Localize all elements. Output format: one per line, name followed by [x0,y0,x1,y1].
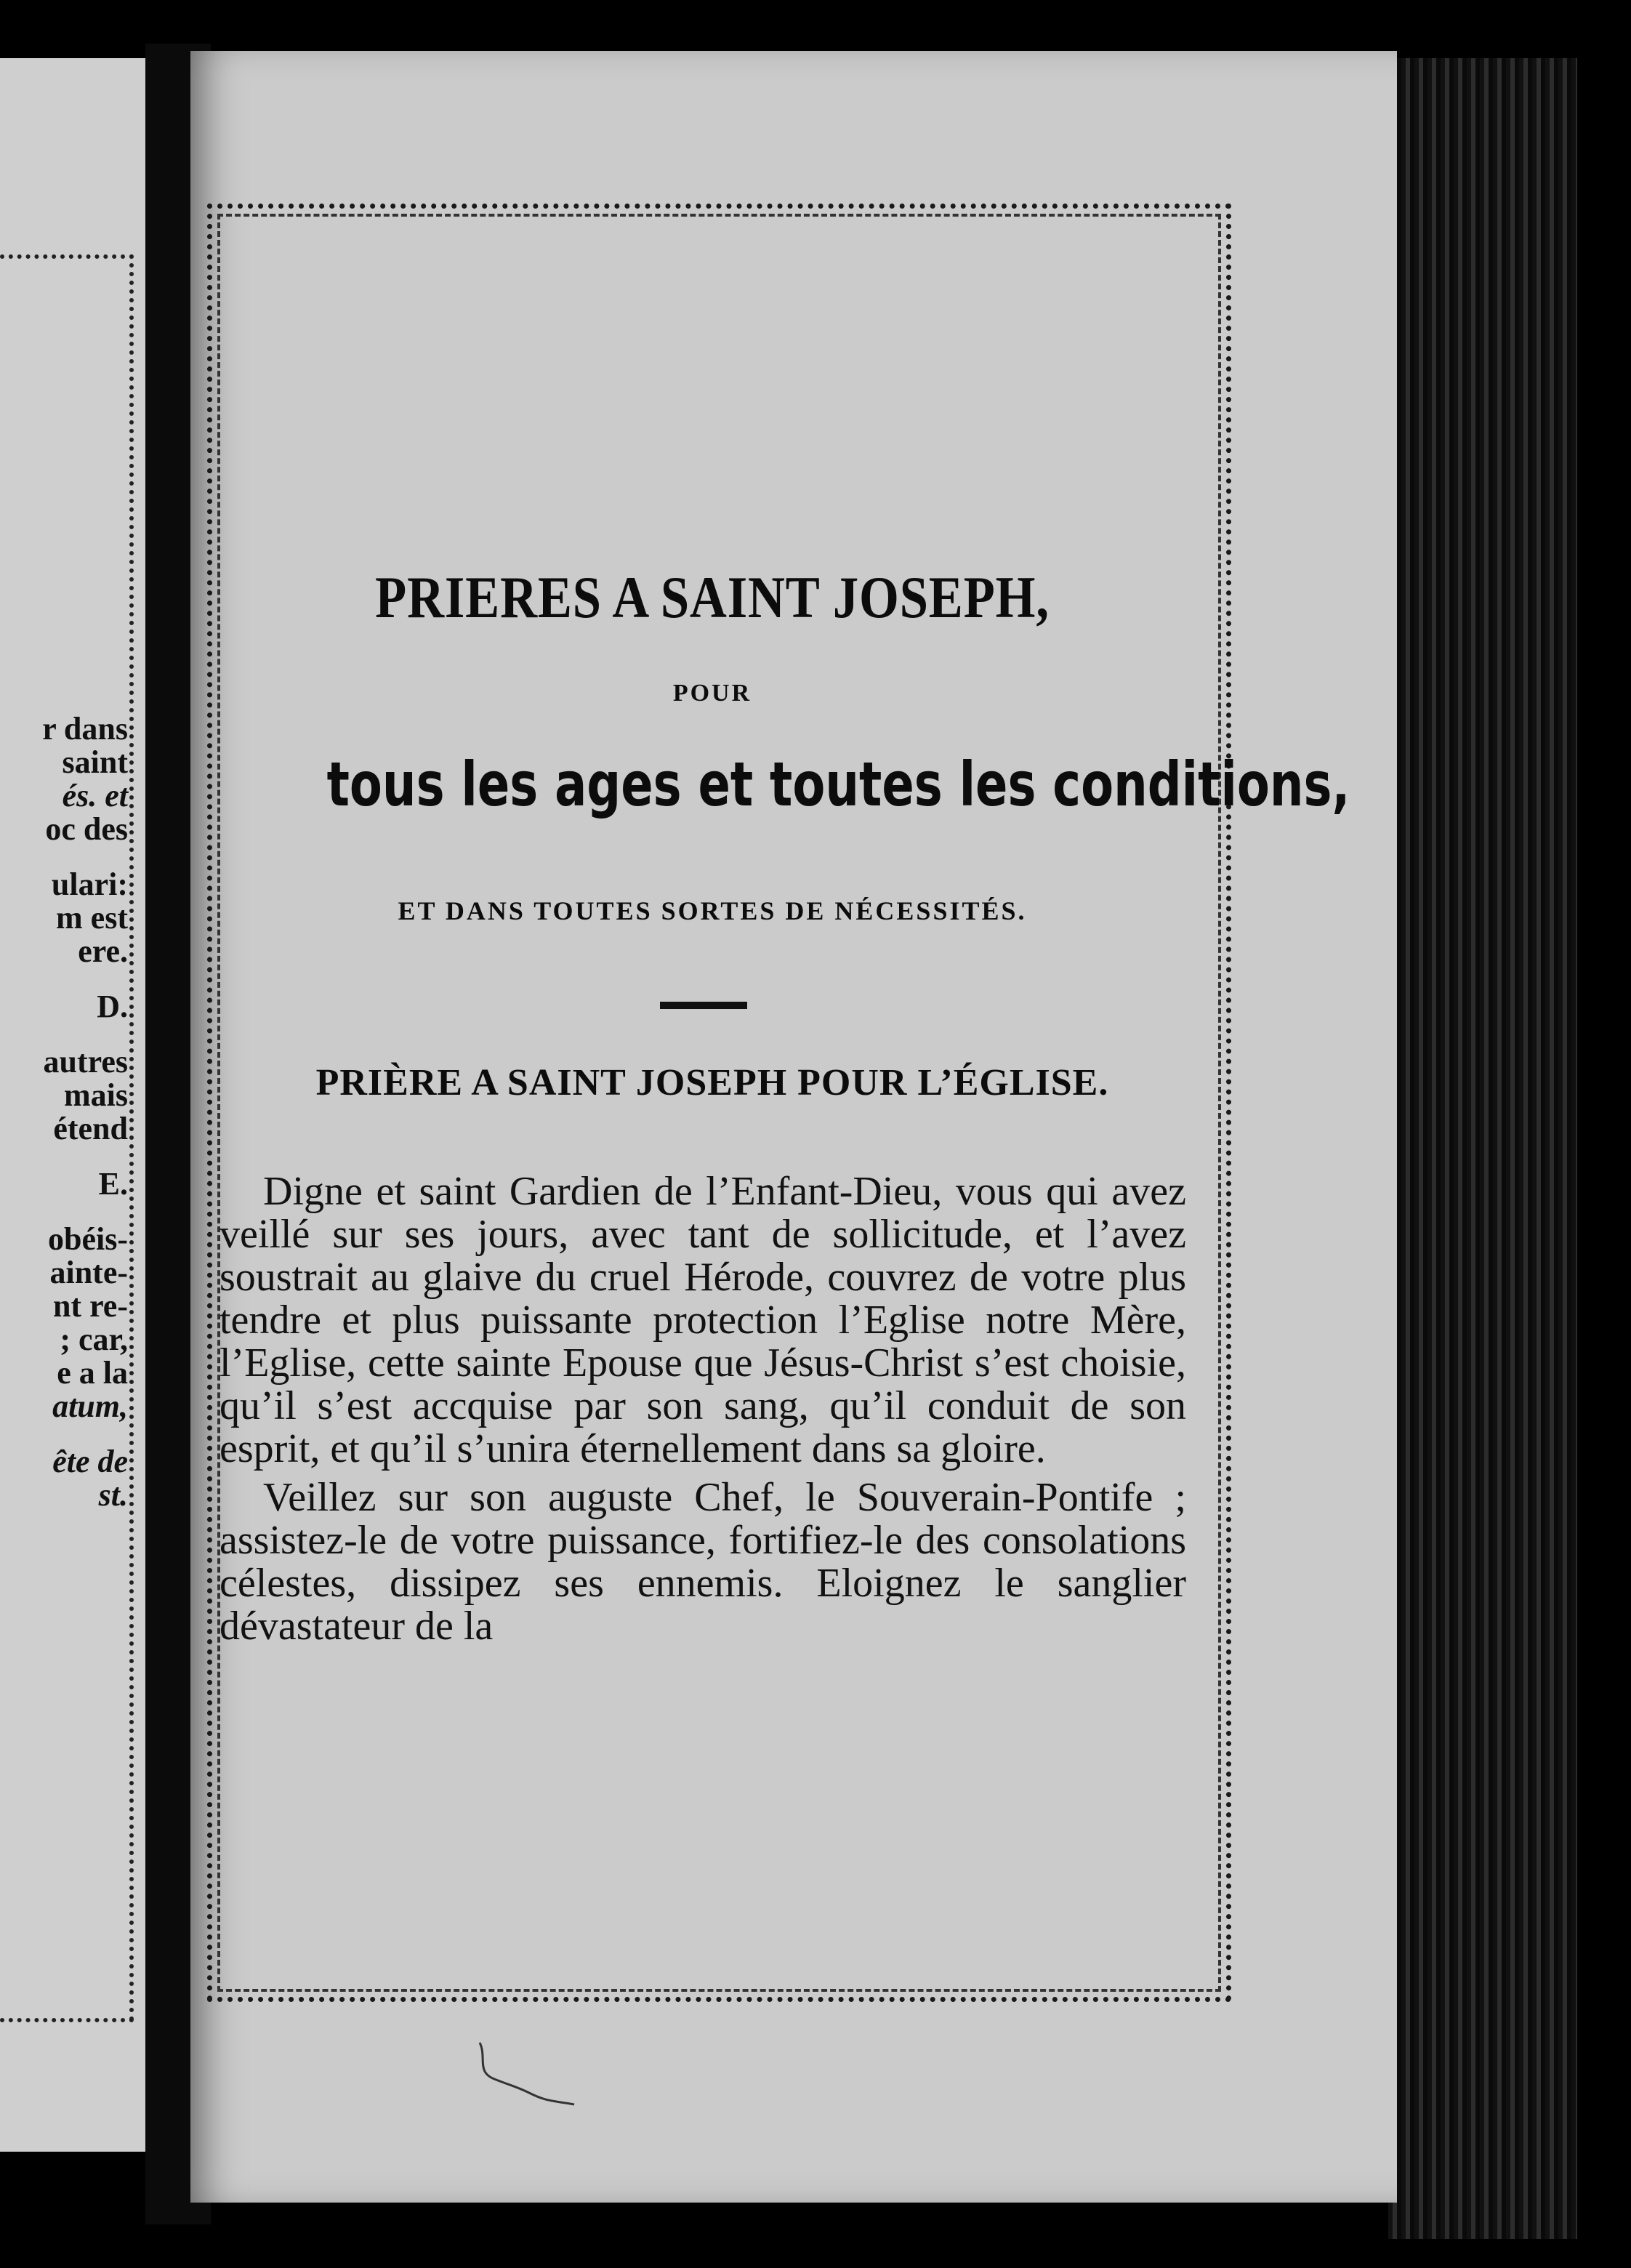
main-title: PRIERES A SAINT JOSEPH, [375,564,1050,630]
left-page-fragment [0,58,145,2152]
left-line: saint [62,744,128,780]
subtitle-secondary: ET DANS TOUTES SORTES DE NÉCESSITÉS. [398,896,1027,925]
page-edges [1388,58,1577,2239]
paragraph: Veillez sur son auguste Chef, le Souverain-Pontife ; assistez-le de votre puissance, fortifiez-le des consolations célestes, dissipez ses ennemis. Eloignez le sanglier dévastateur de la [220,1475,1186,1649]
left-line: mais [64,1077,128,1113]
left-line: ulari: [51,866,128,902]
left-line: ête de [52,1444,128,1479]
left-line: ainte- [49,1255,128,1290]
left-line: oc des [45,811,128,847]
left-line: obéis- [48,1221,128,1257]
paragraph: Digne et saint Gardien de l’Enfant-Dieu, vous qui avez veillé sur ses jours, avec tant de sollicitude, et l’avez soustrait au glaive du cruel Hérode, couvrez de votre plus tendre et plus puissante protection l’Eglise notre Mère, l’Eglise, cette sainte Epouse que Jésus-Christ s’est choisie, qu’il s’est accquise par son sang, qu’il conduit de son esprit, et qu’il s’unira éternellement dans sa gloire. [220,1169,1186,1471]
left-line: st. [98,1477,128,1513]
pencil-mark [472,2035,589,2108]
title-connector: POUR [672,680,752,707]
left-line: e a la [57,1355,128,1391]
left-line: autres [43,1044,128,1079]
left-page-text [0,712,128,1512]
section-rule [660,1002,747,1009]
left-line: ; car, [60,1322,128,1357]
prayer-title: PRIÈRE A SAINT JOSEPH POUR L’ÉGLISE. [315,1062,1109,1103]
left-line: ere. [78,933,128,969]
left-line: D. [97,989,128,1024]
subtitle: tous les ages et toutes les conditions, [326,749,1350,820]
left-line: atum, [52,1388,128,1424]
left-line: és. et [62,778,128,813]
left-line: étend [53,1111,128,1146]
left-line: E. [98,1166,128,1202]
left-line: nt re- [52,1288,128,1324]
left-line: m est [56,900,128,936]
left-line: r dans [42,711,128,747]
prayer-body [220,1170,1186,1648]
